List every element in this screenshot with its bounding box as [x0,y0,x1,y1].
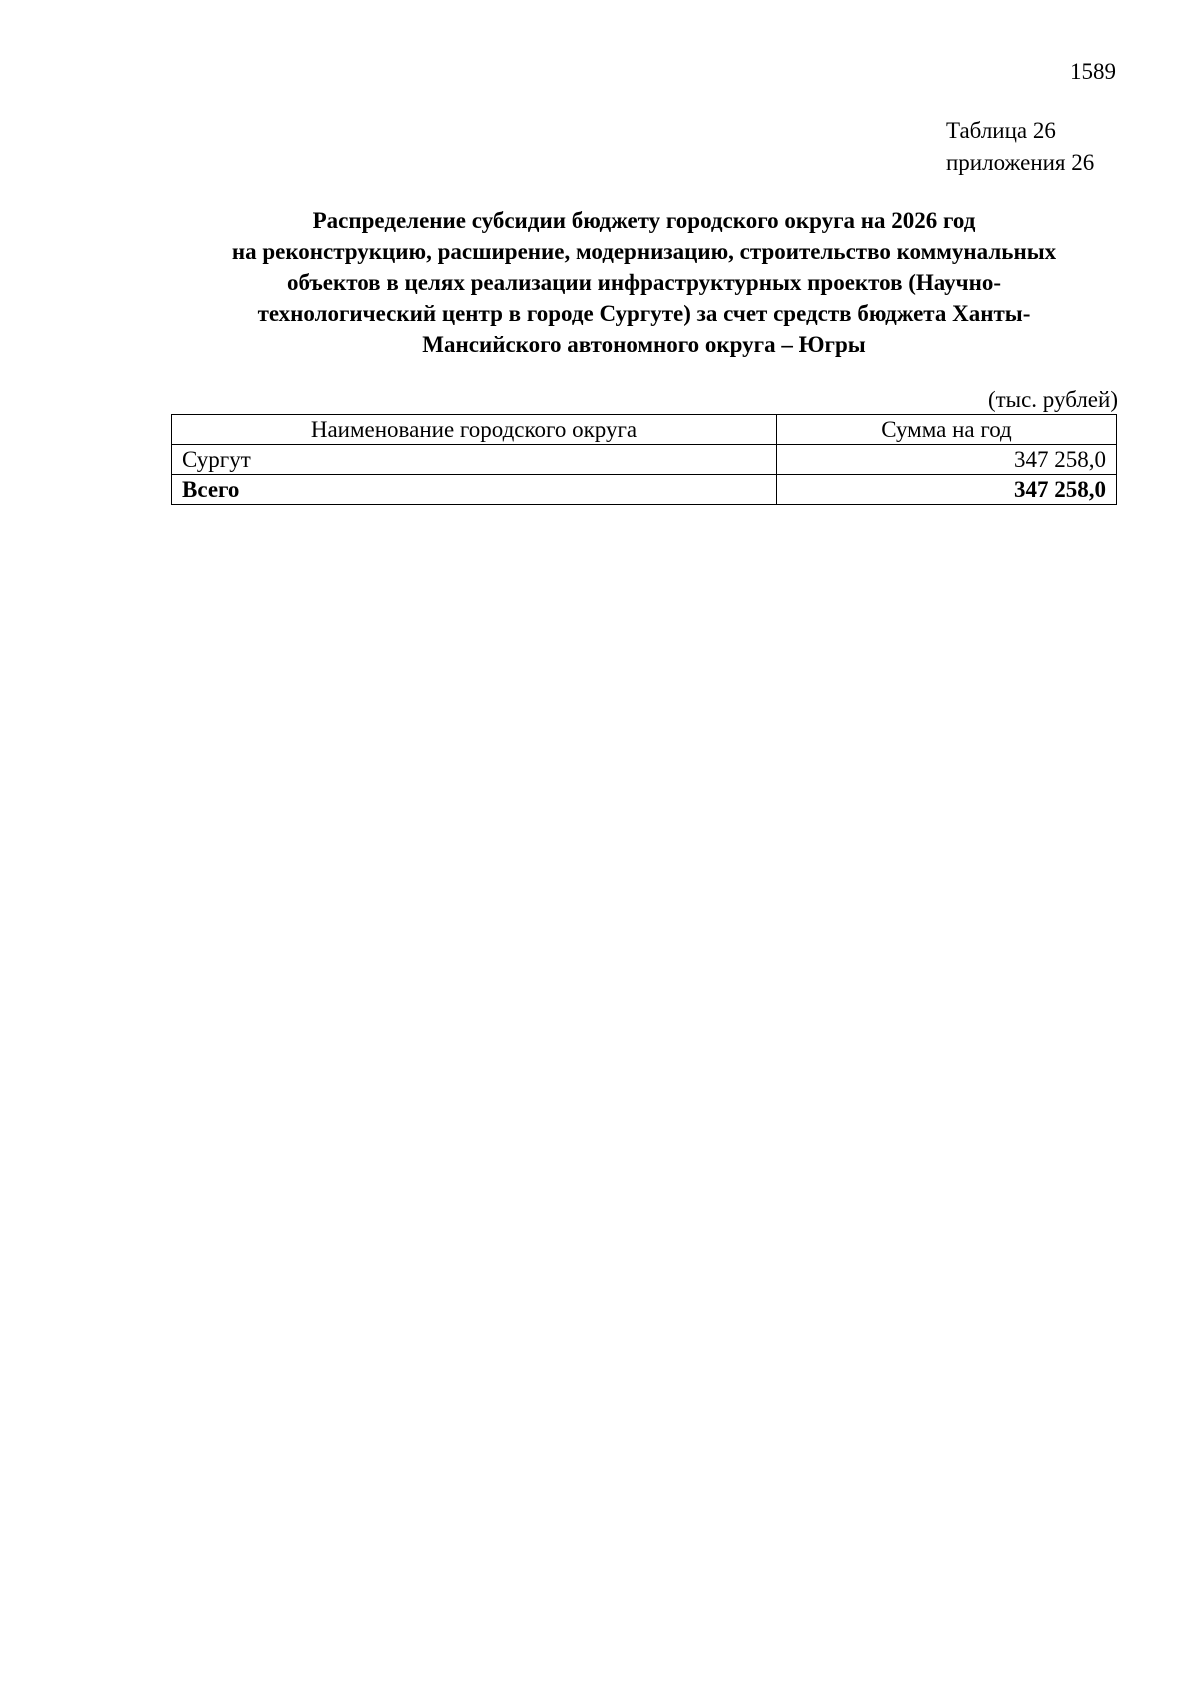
page-number: 1589 [1070,59,1116,84]
row-name-cell: Сургут [172,445,777,475]
row-amount-cell: 347 258,0 [777,445,1117,475]
subsidy-table [171,414,1117,505]
title-line-1: Распределение субсидии бюджету городского округа на 2026 год [312,208,976,233]
table-row [172,445,1117,475]
table-reference [946,115,1094,179]
table-number: Таблица 26 [946,118,1056,143]
title-line-4: технологический центр в городе Сургуте) за счет средств бюджета Ханты- [257,301,1031,326]
document-title [171,205,1117,360]
title-line-5: Мансийского автономного округа – Югры [422,332,866,357]
units-label: (тыс. рублей) [987,387,1118,412]
total-name-cell: Всего [172,475,777,505]
total-row [172,475,1117,505]
appendix-number: приложения 26 [946,150,1095,175]
title-line-3: объектов в целях реализации инфраструктурных проектов (Научно- [286,270,1002,295]
table-header-row [172,415,1117,445]
title-line-2: на реконструкцию, расширение, модернизацию, строительство коммунальных [231,239,1057,264]
column-header-amount: Сумма на год [777,415,1117,445]
column-header-name: Наименование городского округа [172,415,777,445]
total-amount-cell: 347 258,0 [777,475,1117,505]
